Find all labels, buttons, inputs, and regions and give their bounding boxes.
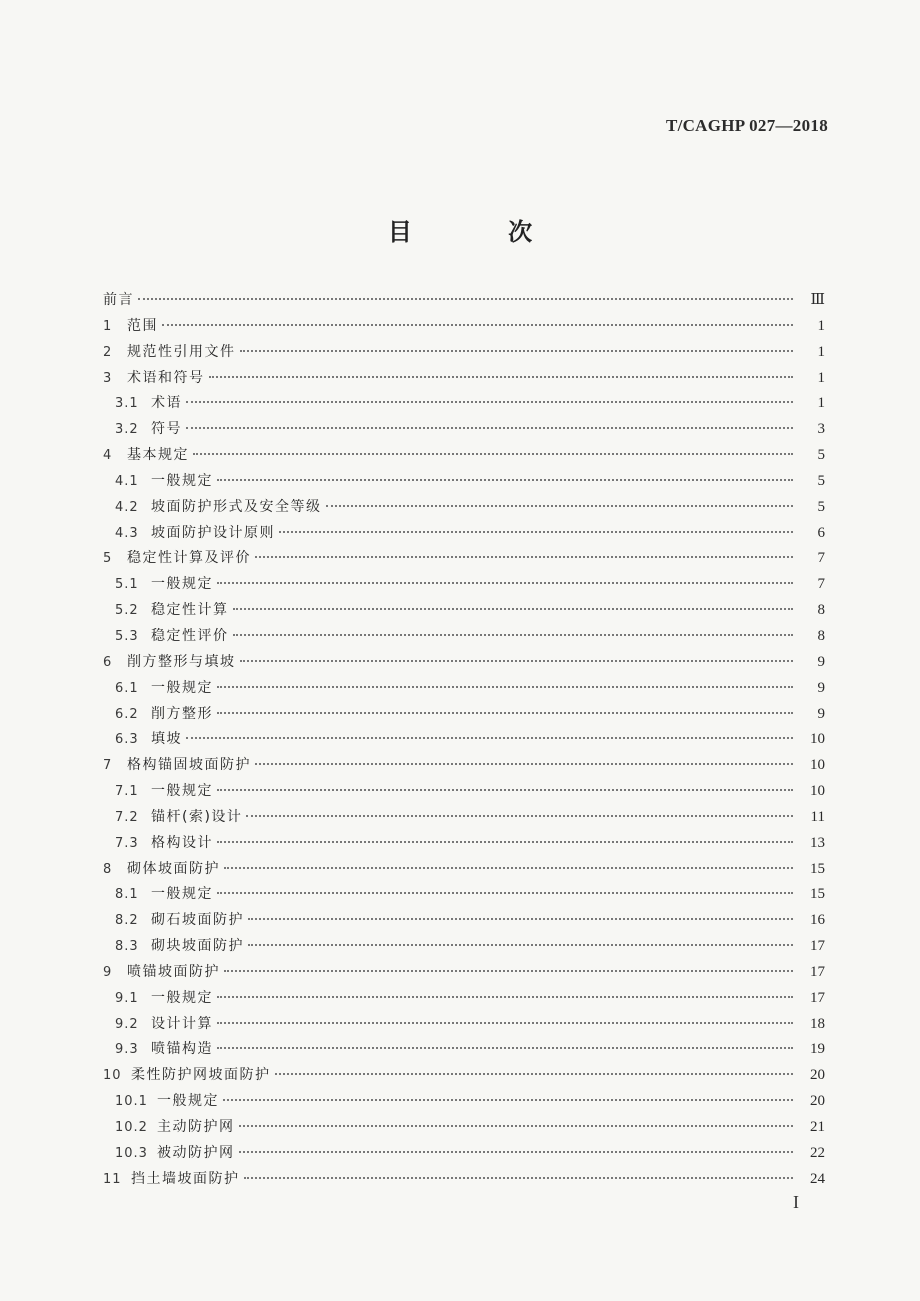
toc-dot-leader (162, 324, 793, 326)
toc-entry-page: 10 (810, 731, 825, 748)
toc-entry-page: 19 (810, 1041, 825, 1058)
toc-dot-leader (217, 841, 793, 843)
toc-dot-leader (233, 608, 794, 610)
toc-entry-label: 稳定性计算 (151, 602, 229, 619)
toc-entry[interactable] (103, 391, 825, 417)
toc-entry-page: 9 (817, 705, 825, 722)
toc-dot-leader (217, 686, 793, 688)
toc-dot-leader (239, 1151, 794, 1153)
toc-entry-number: 6 (103, 654, 113, 670)
toc-dot-leader (223, 1099, 793, 1101)
toc-entry[interactable] (103, 469, 825, 495)
toc-entry-number: 5.3 (115, 628, 139, 644)
toc-entry-page: Ⅲ (810, 292, 825, 308)
toc-entry-number: 5.2 (115, 603, 139, 619)
toc-entry-number: 6.3 (115, 732, 139, 748)
toc-entry-number: 8.2 (115, 913, 139, 929)
toc-dot-leader (217, 892, 793, 894)
toc-dot-leader (186, 401, 793, 403)
toc-entry-label: 一般规定 (151, 989, 213, 1006)
toc-entry[interactable] (103, 495, 825, 521)
toc-entry-label: 砌块坡面防护 (151, 938, 244, 955)
toc-entry[interactable] (103, 417, 825, 443)
toc-dot-leader (217, 479, 793, 481)
toc-entry-page: 20 (810, 1093, 825, 1110)
toc-dot-leader (240, 660, 794, 662)
toc-dot-leader (217, 789, 793, 791)
toc-entry-label: 一般规定 (151, 783, 213, 800)
toc-entry-number: 10 (103, 1068, 122, 1084)
toc-entry[interactable] (103, 521, 825, 547)
toc-entry-label: 基本规定 (127, 447, 189, 464)
toc-entry-number: 1 (103, 318, 113, 334)
toc-entry-number: 9.1 (115, 990, 139, 1006)
toc-entry-number: 3 (103, 370, 113, 386)
toc-entry-page: 10 (810, 757, 825, 774)
toc-entry-label: 稳定性评价 (151, 627, 229, 644)
toc-entry-number: 10.3 (115, 1145, 148, 1161)
toc-entry[interactable] (103, 805, 825, 831)
toc-entry[interactable] (103, 598, 825, 624)
toc-entry-page: 8 (817, 602, 825, 619)
toc-entry[interactable] (103, 753, 825, 779)
toc-entry-page: 6 (817, 524, 825, 541)
toc-entry-page: 15 (810, 886, 825, 903)
toc-entry-page: 10 (810, 783, 825, 800)
toc-entry-label: 主动防护网 (157, 1119, 235, 1135)
toc-entry[interactable] (103, 314, 825, 340)
toc-entry-number: 9 (103, 964, 113, 980)
toc-entry-number: 11 (103, 1171, 122, 1187)
toc-entry-label: 坡面防护形式及安全等级 (151, 498, 322, 515)
toc-entry-number: 6.1 (115, 680, 139, 696)
toc-entry-label: 格构设计 (151, 834, 213, 851)
toc-entry-page: 1 (817, 343, 825, 360)
toc-entry-page: 18 (810, 1015, 825, 1032)
toc-entry[interactable] (103, 779, 825, 805)
toc-entry-label: 锚杆(索)设计 (151, 808, 243, 825)
toc-entry-number: 9.3 (115, 1042, 139, 1058)
toc-dot-leader (217, 712, 793, 714)
toc-entry[interactable] (103, 1012, 825, 1038)
toc-dot-leader (193, 453, 793, 455)
toc-entry[interactable] (103, 624, 825, 650)
toc-dot-leader (209, 376, 794, 378)
toc-dot-leader (217, 1047, 793, 1049)
toc-dot-leader (224, 867, 793, 869)
toc-dot-leader (239, 1125, 794, 1127)
toc-entry[interactable] (103, 1089, 825, 1115)
toc-entry[interactable] (103, 650, 825, 676)
table-of-contents (103, 288, 825, 1193)
toc-dot-leader (255, 556, 793, 558)
toc-entry-label: 术语和符号 (127, 369, 205, 386)
toc-entry-page: 24 (810, 1170, 825, 1187)
toc-entry-page: 5 (817, 447, 825, 464)
toc-entry[interactable] (103, 443, 825, 469)
toc-entry-label: 喷锚构造 (151, 1041, 213, 1058)
toc-entry-page: 1 (817, 369, 825, 386)
toc-entry-label: 格构锚固坡面防护 (127, 757, 251, 774)
toc-entry-page: 21 (810, 1119, 825, 1135)
toc-entry[interactable] (103, 960, 825, 986)
toc-entry-number: 4.1 (115, 473, 139, 489)
toc-entry-number: 9.2 (115, 1016, 139, 1032)
toc-dot-leader (217, 996, 793, 998)
toc-entry-page: 5 (817, 472, 825, 489)
toc-entry-label: 术语 (151, 395, 182, 412)
toc-entry[interactable] (103, 1115, 825, 1141)
toc-entry-number: 7.3 (115, 835, 139, 851)
toc-entry-number: 10.2 (115, 1120, 148, 1135)
toc-dot-leader (244, 1177, 794, 1179)
toc-entry-number: 2 (103, 344, 113, 360)
toc-dot-leader (186, 737, 793, 739)
toc-entry-number: 8.3 (115, 939, 139, 955)
toc-entry-label: 一般规定 (151, 886, 213, 903)
toc-entry[interactable] (103, 1037, 825, 1063)
toc-entry-number: 4.3 (115, 525, 139, 541)
toc-dot-leader (255, 763, 793, 765)
toc-dot-leader (326, 505, 794, 507)
toc-entry[interactable] (103, 702, 825, 728)
toc-entry-label: 稳定性计算及评价 (127, 550, 251, 567)
toc-entry-label: 设计计算 (151, 1015, 213, 1032)
toc-dot-leader (248, 944, 793, 946)
toc-entry[interactable] (103, 882, 825, 908)
toc-entry-number: 4 (103, 448, 113, 464)
toc-entry-page: 3 (817, 421, 825, 438)
toc-dot-leader (224, 970, 793, 972)
toc-entry-label: 规范性引用文件 (127, 343, 236, 360)
toc-entry[interactable] (103, 676, 825, 702)
toc-entry-number: 6.2 (115, 706, 139, 722)
toc-entry-page: 11 (810, 808, 825, 825)
toc-entry[interactable] (103, 366, 825, 392)
page-title: 目 次 (387, 218, 577, 246)
toc-entry[interactable] (103, 1141, 825, 1167)
toc-entry-number: 3.1 (115, 396, 139, 412)
toc-entry-label: 砌体坡面防护 (127, 860, 220, 877)
toc-entry[interactable] (103, 1063, 825, 1089)
toc-entry-label: 符号 (151, 421, 182, 438)
toc-entry-number: 8.1 (115, 887, 139, 903)
toc-entry-label: 被动防护网 (157, 1144, 235, 1161)
toc-entry-page: 17 (810, 938, 825, 955)
toc-dot-leader (217, 582, 793, 584)
toc-dot-leader (240, 350, 794, 352)
toc-entry-page: 7 (817, 550, 825, 567)
toc-entry-page: 15 (810, 860, 825, 877)
toc-entry[interactable] (103, 546, 825, 572)
toc-entry-page: 20 (810, 1067, 825, 1084)
toc-entry-number: 7.1 (115, 784, 139, 800)
toc-dot-leader (279, 531, 793, 533)
toc-entry-page: 22 (810, 1144, 825, 1161)
toc-entry[interactable] (103, 572, 825, 598)
toc-entry-label: 柔性防护网坡面防护 (131, 1067, 271, 1084)
toc-entry-number: 5 (103, 551, 113, 567)
toc-entry[interactable] (103, 831, 825, 857)
toc-entry-page: 8 (817, 627, 825, 644)
toc-dot-leader (233, 634, 794, 636)
toc-entry-label: 挡土墙坡面防护 (131, 1170, 240, 1187)
toc-entry-number: 8 (103, 861, 113, 877)
toc-dot-leader (248, 918, 793, 920)
toc-entry-number: 7 (103, 758, 113, 774)
toc-entry[interactable] (103, 934, 825, 960)
toc-entry-label: 填坡 (151, 731, 182, 748)
toc-entry-label: 范围 (127, 317, 158, 334)
toc-entry-label: 削方整形 (151, 705, 213, 722)
toc-entry[interactable] (103, 727, 825, 753)
toc-entry-page: 17 (810, 989, 825, 1006)
toc-entry-page: 1 (817, 395, 825, 412)
page-number: I (793, 1192, 799, 1212)
toc-entry[interactable] (103, 340, 825, 366)
toc-dot-leader (246, 815, 793, 817)
toc-entry-label: 前言 (103, 292, 134, 308)
toc-entry-number: 10.1 (115, 1094, 148, 1110)
toc-entry-label: 削方整形与填坡 (127, 653, 236, 670)
toc-entry-label: 坡面防护设计原则 (151, 524, 275, 541)
toc-entry-number: 5.1 (115, 577, 139, 593)
toc-entry-page: 1 (817, 317, 825, 334)
toc-dot-leader (217, 1022, 793, 1024)
toc-entry[interactable] (103, 288, 825, 314)
toc-entry-page: 16 (810, 912, 825, 929)
toc-entry-label: 喷锚坡面防护 (127, 963, 220, 980)
toc-entry-label: 一般规定 (157, 1093, 219, 1110)
toc-entry-page: 17 (810, 963, 825, 980)
toc-entry-page: 9 (817, 653, 825, 670)
toc-entry-number: 7.2 (115, 809, 139, 825)
toc-dot-leader (275, 1073, 794, 1075)
toc-entry-label: 一般规定 (151, 472, 213, 489)
toc-entry-page: 5 (817, 498, 825, 515)
toc-entry[interactable] (103, 857, 825, 883)
toc-entry-page: 9 (817, 679, 825, 696)
toc-entry-label: 一般规定 (151, 679, 213, 696)
toc-entry-number: 3.2 (115, 422, 139, 438)
toc-entry-page: 13 (810, 834, 825, 851)
toc-entry-page: 7 (817, 576, 825, 593)
toc-entry-label: 一般规定 (151, 576, 213, 593)
toc-entry[interactable] (103, 908, 825, 934)
document-code: T/CAGHP 027—2018 (665, 116, 828, 135)
toc-dot-leader (138, 298, 793, 300)
toc-entry[interactable] (103, 986, 825, 1012)
toc-entry[interactable] (103, 1167, 825, 1193)
toc-dot-leader (186, 427, 793, 429)
toc-entry-label: 砌石坡面防护 (151, 912, 244, 929)
toc-entry-number: 4.2 (115, 499, 139, 515)
